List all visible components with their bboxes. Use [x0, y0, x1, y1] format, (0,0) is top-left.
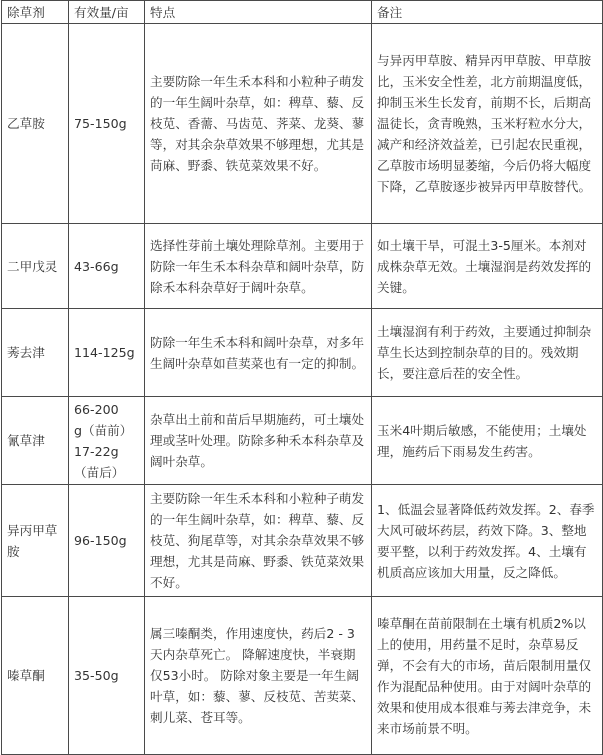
notes-text: 1、低温会显著降低药效发挥。2、春季大风可破坏药层，药效下降。3、整地要平整，以利于药效发挥。4、土壤有机质高应该加大用量，反之降低。 — [372, 485, 603, 597]
header-dose: 有效量/亩 — [69, 1, 145, 24]
dose-line: 66-200 — [74, 401, 119, 417]
dose-value: 96-150g — [69, 485, 145, 597]
features-text: 属三嗪酮类，作用速度快，药后2 - 3天内杂草死亡。 降解速度快，半衰期仅53小时。 防除对象主要是一年生阔叶草，如：藜、蓼、反枝苋、苦荬菜、刺儿菜、苍耳等。 — [145, 597, 372, 755]
features-text: 防除一年生禾本科和阔叶杂草，对多年生阔叶杂草如苣荬菜也有一定的抑制。 — [145, 309, 372, 397]
header-row — [2, 1, 603, 24]
header-notes: 备注 — [372, 1, 603, 24]
table-row — [2, 309, 603, 397]
features-text: 杂草出土前和苗后早期施药，可土壤处理或茎叶处理。防除多种禾本科杂草及阔叶杂草。 — [145, 397, 372, 485]
herbicide-name: 二甲戊灵 — [2, 224, 69, 309]
notes-text: 与异丙甲草胺、精异丙甲草胺、甲草胺比，玉米安全性差，北方前期温度低，抑制玉米生长发育，前期不长，后期高温徒长，贪青晚熟，玉米籽粒水分大，减产和经济效益差，已引起农民重视，乙草胺市场明显萎缩，今后仍将大幅度下降，乙草胺逐步被异丙甲草胺替代。 — [372, 24, 603, 224]
header-herbicide: 除草剂 — [2, 1, 69, 24]
dose-line: （苗后） — [74, 464, 125, 480]
table-row — [2, 485, 603, 597]
dose-line: g（苗前） — [74, 422, 133, 438]
herbicide-name: 莠去津 — [2, 309, 69, 397]
herbicide-name: 乙草胺 — [2, 24, 69, 224]
table-row — [2, 224, 603, 309]
notes-text: 玉米4叶期后敏感，不能使用；土壤处理，施药后下雨易发生药害。 — [372, 397, 603, 485]
features-text: 选择性芽前土壤处理除草剂。主要用于防除一年生禾本科杂草和阔叶杂草，防除禾本科杂草好于阔叶杂草。 — [145, 224, 372, 309]
features-text: 主要防除一年生禾本科和小粒种子萌发的一年生阔叶杂草，如：稗草、藜、反枝苋、狗尾草等，对其余杂草效果不够理想，尤其是苘麻、野黍、铁苋菜效果不好。 — [145, 485, 372, 597]
dose-value: 75-150g — [69, 24, 145, 224]
herbicide-name: 氰草津 — [2, 397, 69, 485]
table-header — [2, 1, 603, 24]
dose-value: 43-66g — [69, 224, 145, 309]
dose-value: 35-50g — [69, 597, 145, 755]
dose-line: 17-22g — [74, 443, 119, 459]
features-text: 主要防除一年生禾本科和小粒种子萌发的一年生阔叶杂草，如：稗草、藜、反枝苋、香薷、马齿苋、荠菜、龙葵、蓼等，对其余杂草效果不够理想，尤其是苘麻、野黍、铁苋菜效果不好。 — [145, 24, 372, 224]
table-row — [2, 597, 603, 755]
herbicide-name: 异丙甲草胺 — [2, 485, 69, 597]
herbicide-name: 嗪草酮 — [2, 597, 69, 755]
table-row — [2, 24, 603, 224]
table-body — [2, 24, 603, 755]
dose-value — [69, 397, 145, 485]
notes-text: 如土壤干旱，可混土3-5厘米。本剂对成株杂草无效。土壤湿润是药效发挥的关键。 — [372, 224, 603, 309]
notes-text: 土壤湿润有利于药效，主要通过抑制杂草生长达到控制杂草的目的。残效期长，要注意后茬的安全性。 — [372, 309, 603, 397]
herbicide-table — [1, 0, 603, 755]
table-row — [2, 397, 603, 485]
notes-text: 嗪草酮在苗前限制在土壤有机质2%以上的使用，用药量不足时，杂草易反弹，不会有大的市场，苗后限制用量仅作为混配品种使用。由于对阔叶杂草的效果和使用成本很难与莠去津竞争，未来市场前景不明。 — [372, 597, 603, 755]
dose-value: 114-125g — [69, 309, 145, 397]
header-features: 特点 — [145, 1, 372, 24]
